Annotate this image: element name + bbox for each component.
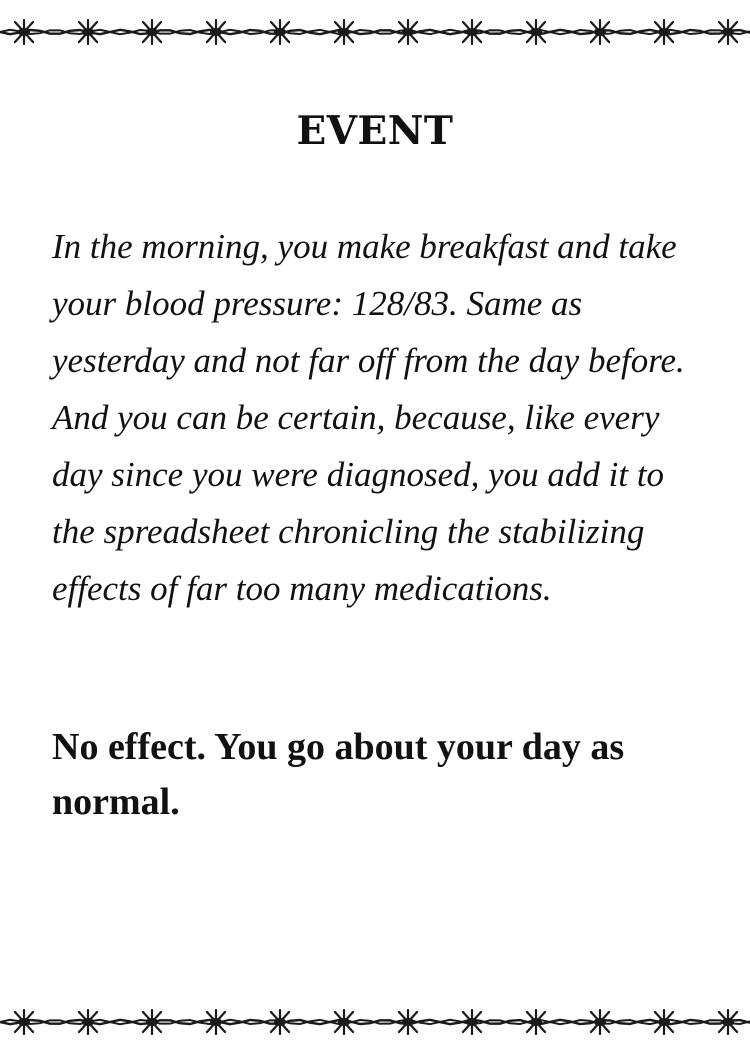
card-title: EVENT — [296, 108, 454, 154]
barbed-wire-top-icon — [0, 12, 750, 52]
barbed-wire-bottom-icon — [0, 1002, 750, 1042]
card-outcome-text: No effect. You go about your day as normal. — [52, 726, 625, 823]
card-body-text: In the morning, you make breakfast and take your blood pressure: 128/83. Same as yesterday and not far off from the day before. And you can be certain, because, like every day since you were diagnosed, you add it to the spreadsheet chronicling the stabilizing effects of far too many medications. — [52, 227, 685, 608]
